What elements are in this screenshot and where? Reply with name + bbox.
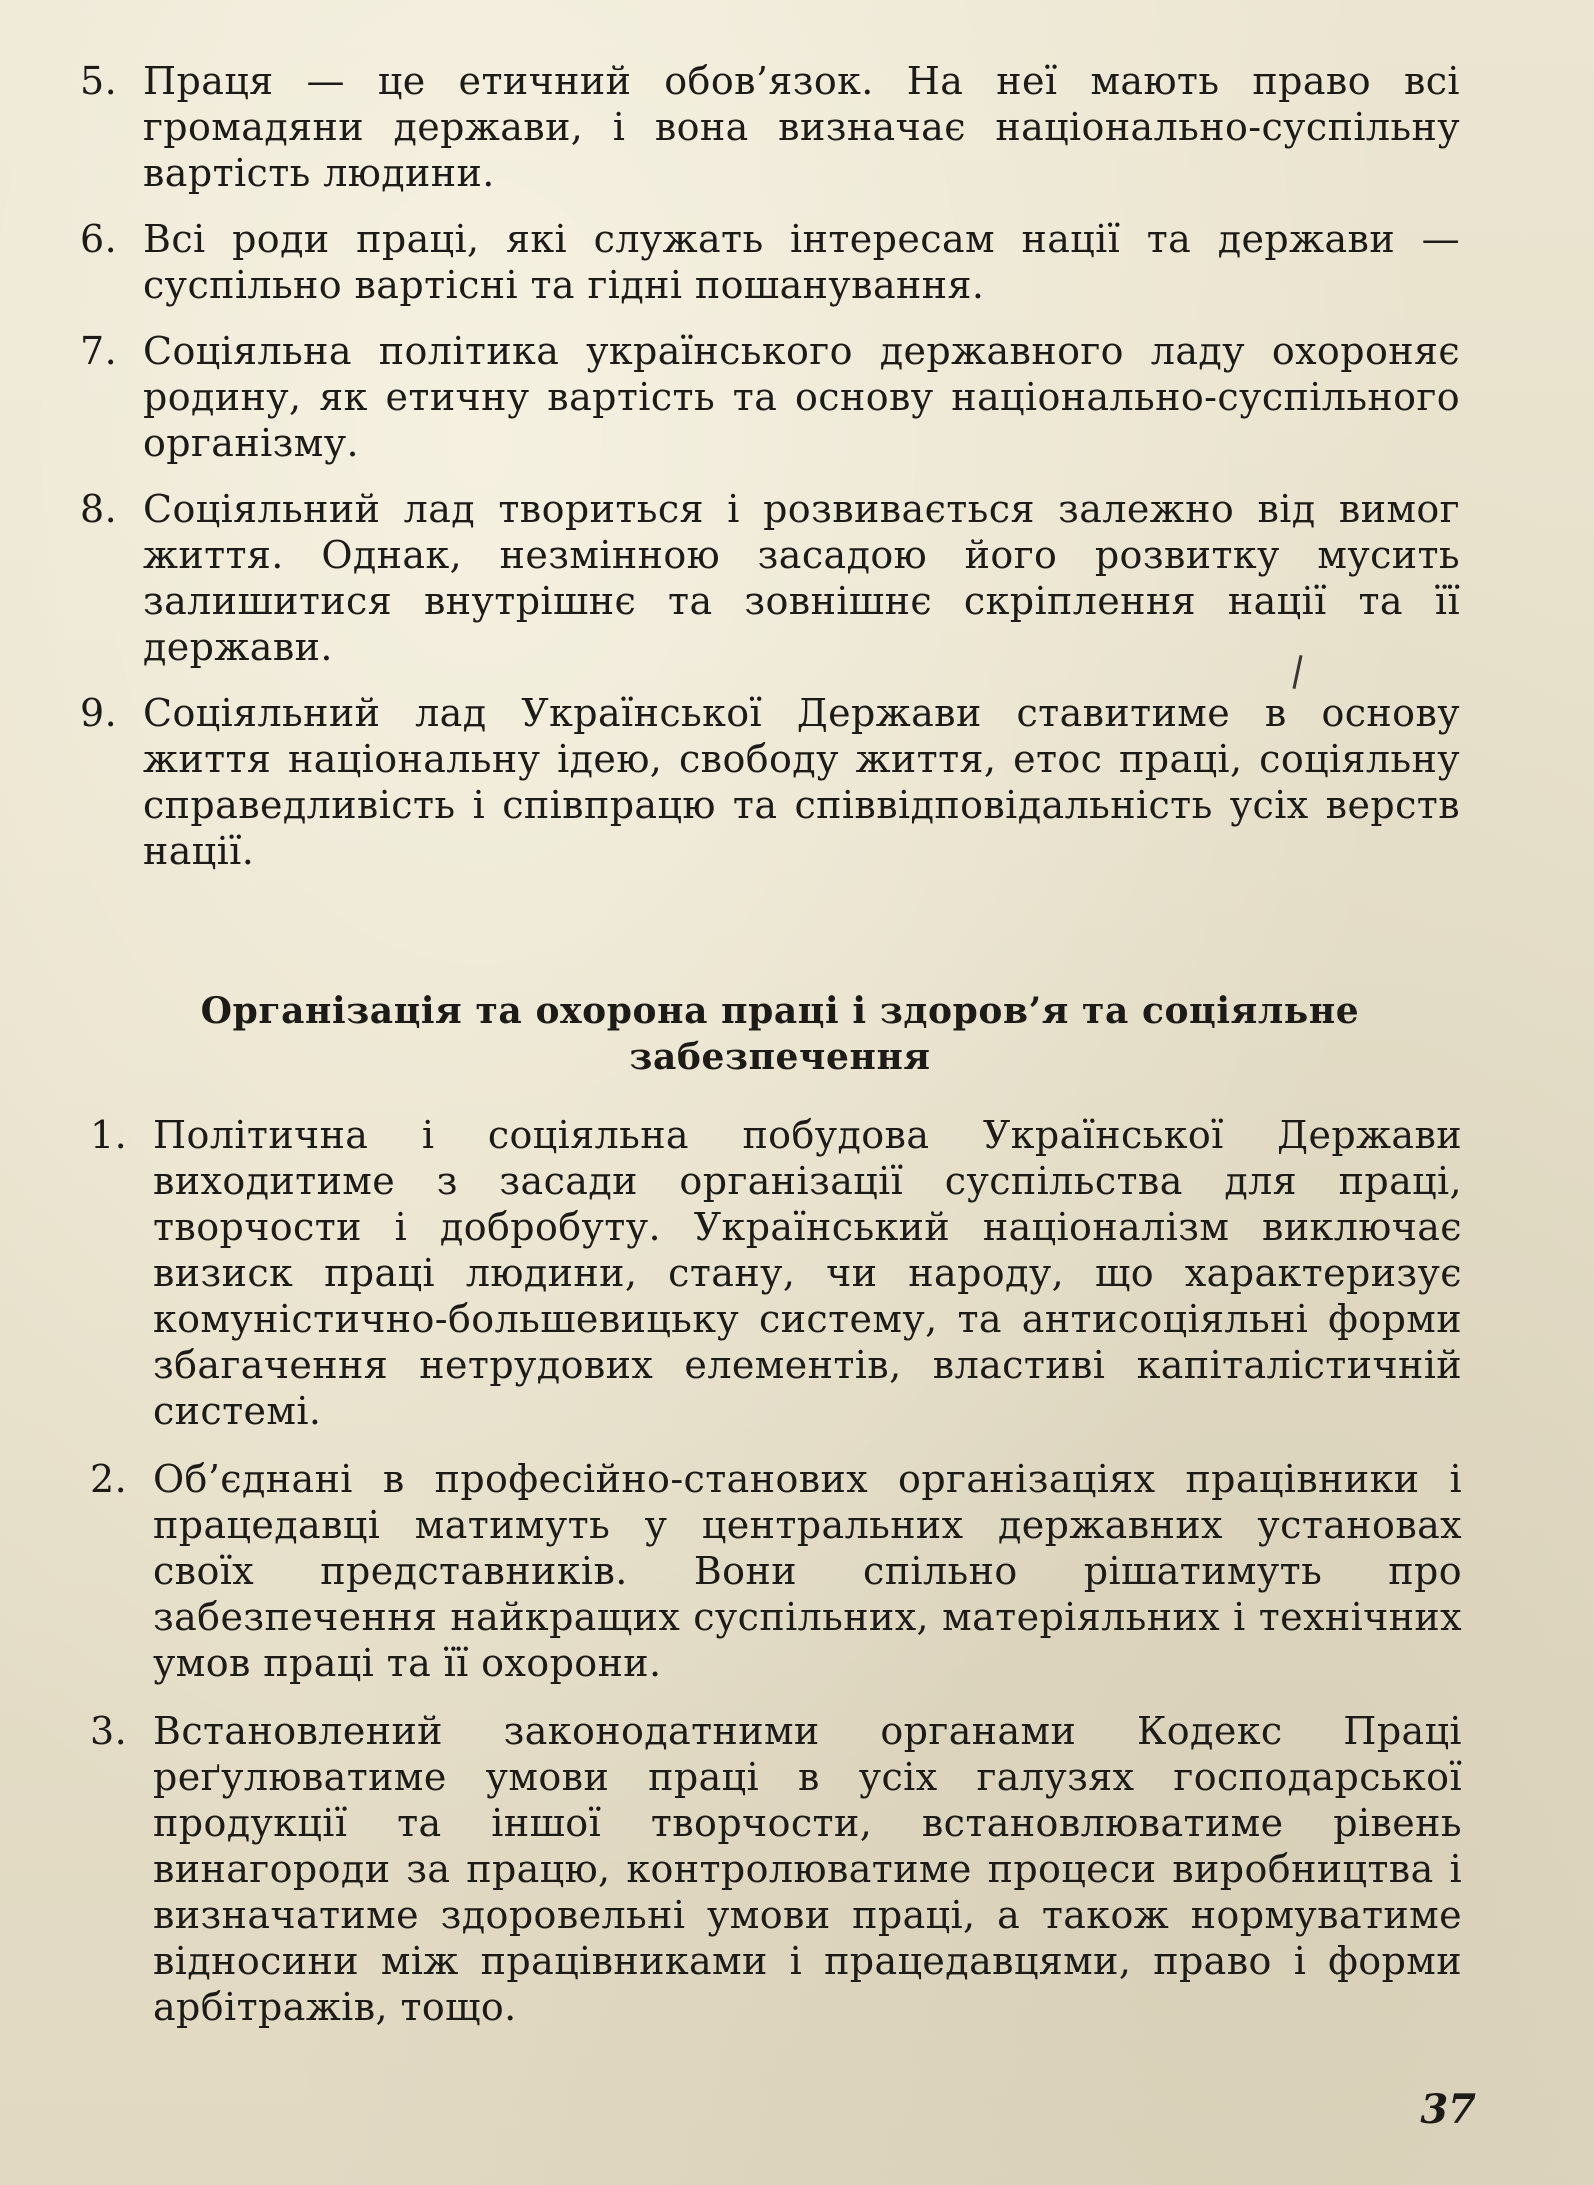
list-item-1 bbox=[90, 1112, 1462, 1434]
item-number: 5. bbox=[80, 59, 118, 103]
item-number: 7. bbox=[80, 329, 118, 373]
item-text: Соціяльний лад Української Держави ставитиме в основу життя національну ідею, свободу життя, етос праці, соціяльну справедливість і співпрацю та співвідповідальність усіх верств нації. bbox=[143, 691, 1460, 873]
page-number: 37 bbox=[1420, 2086, 1476, 2133]
section-heading-line-2: забезпечення bbox=[629, 1036, 931, 1078]
list-item-8 bbox=[80, 486, 1460, 670]
item-number: 2. bbox=[90, 1457, 128, 1501]
section-labor-list bbox=[90, 1112, 1462, 2050]
item-text: Встановлений законодатними органами Кодекс Праці реґулюватиме умови праці в усіх галузях господарської продукції та іншої творчости, встановлюватиме рівень винагороди за працю, контролюватиме процеси виробництва і визначатиме здоровельні умови праці, а також нормуватиме відносини між працівниками і працедавцями, право і форми арбітражів, тощо. bbox=[153, 1709, 1462, 2029]
section-heading bbox=[120, 988, 1440, 1080]
item-number: 6. bbox=[80, 217, 118, 261]
section-principles-list bbox=[80, 58, 1460, 894]
item-text: Політична і соціяльна побудова Української Держави виходитиме з засади організації суспільства для праці, творчости і добробуту. Український націоналізм виключає визиск праці людини, стану, чи народу, що характеризує комуністично-большевицьку систему, та антисоціяльні форми збагачення нетрудових елементів, властиві капіталістичній системі. bbox=[153, 1113, 1462, 1433]
item-number: 3. bbox=[90, 1709, 128, 1753]
section-heading-line-1: Організація та охорона праці і здоров’я та соціяльне bbox=[200, 990, 1360, 1032]
item-text: Праця — це етичний обов’язок. На неї мають право всі громадяни держави, і вона визначає національно-суспільну вартість людини. bbox=[143, 59, 1460, 195]
item-number: 1. bbox=[90, 1113, 128, 1157]
item-text: Соціяльна політика українського державного ладу охороняє родину, як етичну вартість та основу національно-суспільного організму. bbox=[143, 329, 1460, 465]
list-item-9 bbox=[80, 690, 1460, 874]
item-number: 9. bbox=[80, 691, 118, 735]
list-item-6 bbox=[80, 216, 1460, 308]
item-number: 8. bbox=[80, 487, 118, 531]
list-item-5 bbox=[80, 58, 1460, 196]
item-text: Всі роди праці, які служать інтересам нації та держави — суспільно вартісні та гідні пошанування. bbox=[143, 217, 1460, 307]
list-item-7 bbox=[80, 328, 1460, 466]
list-item-2 bbox=[90, 1456, 1462, 1686]
list-item-3 bbox=[90, 1708, 1462, 2030]
item-text: Соціяльний лад твориться і розвивається залежно від вимог життя. Однак, незмінною засадою його розвитку мусить залишитися внутрішнє та зовнішнє скріплення нації та її держави. bbox=[143, 487, 1460, 669]
item-text: Об’єднані в професійно-станових організаціях працівники і працедавці матимуть у центральних державних установах своїх представників. Вони спільно рішатимуть про забезпечення найкращих суспільних, матеріяльних і технічних умов праці та її охорони. bbox=[153, 1457, 1462, 1685]
